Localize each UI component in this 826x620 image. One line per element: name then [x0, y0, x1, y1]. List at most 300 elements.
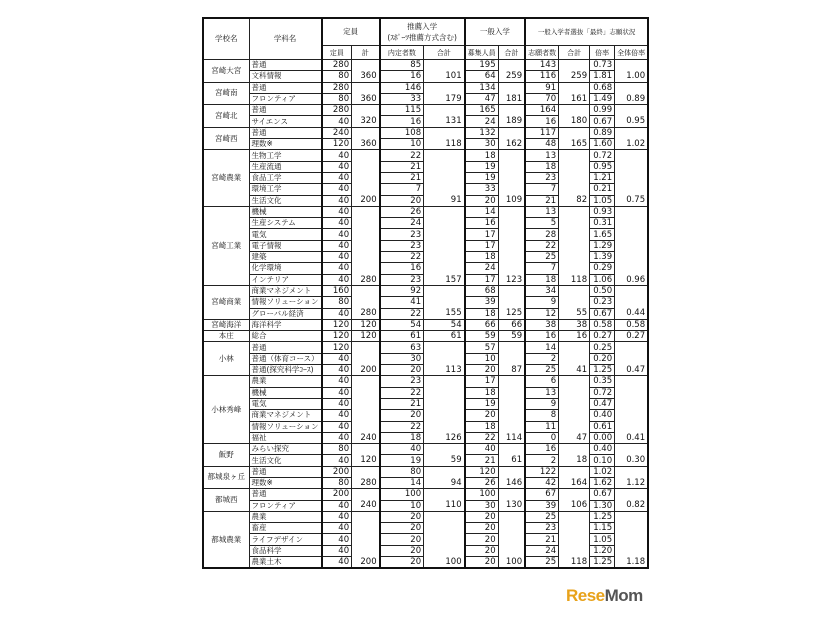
- applicant-count: 16: [525, 331, 559, 342]
- ratio: 0.67: [590, 489, 615, 500]
- logo-text: Mom: [604, 586, 643, 605]
- teiin-total: [352, 218, 380, 229]
- applicant-total: 55: [559, 308, 590, 319]
- table-row: [203, 308, 648, 319]
- ippan-total: [498, 252, 525, 263]
- ippan-total: [498, 218, 525, 229]
- applicant-total: [559, 127, 590, 138]
- boshu-count: 64: [465, 71, 499, 82]
- applicant-count: 164: [525, 105, 559, 116]
- dept-name: 理数※: [249, 477, 322, 488]
- subheader-cell: 志願者数: [525, 46, 559, 60]
- applicant-count: 122: [525, 466, 559, 477]
- naitei-count: 26: [380, 206, 424, 217]
- dept-name: ライフデザイン: [249, 534, 322, 545]
- teiin-total: [352, 82, 380, 93]
- boshu-count: 40: [465, 444, 499, 455]
- dept-name: 農業土木: [249, 557, 322, 569]
- table-row: [203, 365, 648, 376]
- boshu-count: 21: [465, 455, 499, 466]
- teiin: 40: [322, 511, 352, 522]
- teiin-total: [352, 285, 380, 296]
- teiin: 40: [322, 557, 352, 569]
- overall-ratio: 0.27: [615, 331, 649, 342]
- teiin-total: [352, 127, 380, 138]
- table-row: [203, 229, 648, 240]
- teiin-total: [352, 398, 380, 409]
- table-row: [203, 240, 648, 251]
- ratio: 0.61: [590, 421, 615, 432]
- ippan-total: 109: [498, 195, 525, 206]
- school-name: 宮崎商業: [203, 285, 249, 319]
- boshu-count: 18: [465, 387, 499, 398]
- applicant-count: 28: [525, 229, 559, 240]
- applicant-total: [559, 398, 590, 409]
- ratio: 0.68: [590, 82, 615, 93]
- ippan-total: [498, 421, 525, 432]
- naitei-count: 20: [380, 523, 424, 534]
- suisen-total: [424, 489, 465, 500]
- teiin: 40: [322, 150, 352, 161]
- applicant-count: 18: [525, 161, 559, 172]
- teiin: 80: [322, 93, 352, 104]
- teiin-total: 360: [352, 71, 380, 82]
- naitei-count: 100: [380, 489, 424, 500]
- applicant-total: [559, 252, 590, 263]
- overall-ratio: [615, 150, 649, 161]
- boshu-count: 18: [465, 252, 499, 263]
- naitei-count: 23: [380, 274, 424, 285]
- boshu-count: 20: [465, 523, 499, 534]
- overall-ratio: [615, 545, 649, 556]
- applicant-total: [559, 184, 590, 195]
- header-teiin: 定員: [322, 18, 380, 46]
- dept-name: インテリア: [249, 274, 322, 285]
- dept-name: 商業マネジメント: [249, 410, 322, 421]
- table-row: [203, 127, 648, 138]
- overall-ratio: 0.95: [615, 116, 649, 127]
- ratio: 1.49: [590, 93, 615, 104]
- boshu-count: 120: [465, 466, 499, 477]
- naitei-count: 22: [380, 421, 424, 432]
- teiin: 40: [322, 387, 352, 398]
- teiin: 40: [322, 172, 352, 183]
- suisen-total: [424, 161, 465, 172]
- ratio: 0.00: [590, 432, 615, 443]
- suisen-total: [424, 387, 465, 398]
- applicant-total: 18: [559, 455, 590, 466]
- ratio: 0.67: [590, 116, 615, 127]
- overall-ratio: [615, 161, 649, 172]
- dept-name: 普通: [249, 82, 322, 93]
- naitei-count: 14: [380, 477, 424, 488]
- ratio: 0.35: [590, 376, 615, 387]
- boshu-count: 17: [465, 376, 499, 387]
- dept-name: 電子情報: [249, 240, 322, 251]
- ratio: 0.47: [590, 398, 615, 409]
- teiin-total: 280: [352, 308, 380, 319]
- teiin: 40: [322, 353, 352, 364]
- ratio: 1.65: [590, 229, 615, 240]
- applicant-total: 41: [559, 365, 590, 376]
- applicant-count: 9: [525, 398, 559, 409]
- overall-ratio: 1.12: [615, 477, 649, 488]
- ippan-total: 61: [498, 455, 525, 466]
- naitei-count: 108: [380, 127, 424, 138]
- applicant-total: [559, 421, 590, 432]
- naitei-count: 61: [380, 331, 424, 342]
- applicant-total: [559, 172, 590, 183]
- teiin: 120: [322, 139, 352, 150]
- ratio: 0.89: [590, 127, 615, 138]
- teiin-total: 360: [352, 93, 380, 104]
- ippan-total: [498, 297, 525, 308]
- suisen-total: [424, 297, 465, 308]
- subheader-cell: 募集人員: [465, 46, 499, 60]
- ippan-total: [498, 82, 525, 93]
- naitei-count: 22: [380, 150, 424, 161]
- naitei-count: 20: [380, 365, 424, 376]
- school-name: 飯野: [203, 444, 249, 467]
- table-row: [203, 206, 648, 217]
- applicant-total: [559, 240, 590, 251]
- teiin-total: 200: [352, 365, 380, 376]
- applicant-total: [559, 60, 590, 71]
- suisen-total: [424, 398, 465, 409]
- overall-ratio: 0.47: [615, 365, 649, 376]
- teiin: 40: [322, 534, 352, 545]
- table-row: [203, 274, 648, 285]
- teiin: 40: [322, 376, 352, 387]
- ratio: 0.25: [590, 342, 615, 353]
- suisen-total: 100: [424, 557, 465, 569]
- teiin: 40: [322, 184, 352, 195]
- dept-name: 食品工学: [249, 172, 322, 183]
- dept-name: 情報ソリューション: [249, 421, 322, 432]
- table-row: [203, 376, 648, 387]
- ippan-total: [498, 387, 525, 398]
- ratio: 0.29: [590, 263, 615, 274]
- naitei-count: 40: [380, 444, 424, 455]
- resemom-logo: [566, 586, 643, 606]
- naitei-count: 115: [380, 105, 424, 116]
- teiin-total: 120: [352, 455, 380, 466]
- ippan-total: 100: [498, 557, 525, 569]
- table-row: [203, 432, 648, 443]
- suisen-total: [424, 105, 465, 116]
- overall-ratio: [615, 387, 649, 398]
- suisen-total: [424, 82, 465, 93]
- teiin-total: [352, 387, 380, 398]
- ippan-total: 59: [498, 331, 525, 342]
- ippan-total: [498, 534, 525, 545]
- naitei-count: 20: [380, 511, 424, 522]
- ratio: 1.15: [590, 523, 615, 534]
- ippan-total: [498, 263, 525, 274]
- applicant-total: [559, 263, 590, 274]
- suisen-total: [424, 534, 465, 545]
- suisen-total: [424, 240, 465, 251]
- ippan-total: 125: [498, 308, 525, 319]
- table-row: [203, 161, 648, 172]
- ippan-total: [498, 444, 525, 455]
- overall-ratio: [615, 466, 649, 477]
- applicant-total: [559, 342, 590, 353]
- applicant-count: 13: [525, 150, 559, 161]
- boshu-count: 39: [465, 297, 499, 308]
- suisen-total: 59: [424, 455, 465, 466]
- dept-name: 総合: [249, 331, 322, 342]
- ippan-total: [498, 229, 525, 240]
- applicant-total: [559, 161, 590, 172]
- dept-name: 普通: [249, 60, 322, 71]
- dept-name: 生活文化: [249, 195, 322, 206]
- applicant-total: 82: [559, 195, 590, 206]
- table-row: [203, 297, 648, 308]
- table-row: [203, 342, 648, 353]
- naitei-count: 24: [380, 218, 424, 229]
- teiin: 40: [322, 274, 352, 285]
- teiin-total: [352, 410, 380, 421]
- table-row: [203, 466, 648, 477]
- overall-ratio: [615, 421, 649, 432]
- ratio: 1.21: [590, 172, 615, 183]
- naitei-count: 7: [380, 184, 424, 195]
- applicant-total: 38: [559, 319, 590, 330]
- ratio: 0.95: [590, 161, 615, 172]
- overall-ratio: [615, 297, 649, 308]
- naitei-count: 20: [380, 545, 424, 556]
- applicant-total: 118: [559, 274, 590, 285]
- overall-ratio: 1.00: [615, 71, 649, 82]
- boshu-count: 59: [465, 331, 499, 342]
- teiin-total: [352, 150, 380, 161]
- boshu-count: 47: [465, 93, 499, 104]
- applicant-count: 16: [525, 116, 559, 127]
- naitei-count: 21: [380, 161, 424, 172]
- ratio: 0.72: [590, 150, 615, 161]
- table-row: [203, 285, 648, 296]
- suisen-total: 113: [424, 365, 465, 376]
- applicant-count: 8: [525, 410, 559, 421]
- applicant-count: 7: [525, 263, 559, 274]
- header-status: 一般入学者選抜「最終」志願状況: [525, 18, 648, 46]
- overall-ratio: [615, 285, 649, 296]
- suisen-total: [424, 206, 465, 217]
- teiin: 280: [322, 105, 352, 116]
- ratio: 1.06: [590, 274, 615, 285]
- school-name: 都城農業: [203, 511, 249, 568]
- applicant-count: 25: [525, 557, 559, 569]
- teiin-total: 200: [352, 195, 380, 206]
- subheader-cell: 合計: [498, 46, 525, 60]
- ratio: 0.40: [590, 444, 615, 455]
- applicant-total: 161: [559, 93, 590, 104]
- overall-ratio: [615, 127, 649, 138]
- suisen-total: [424, 545, 465, 556]
- applicant-count: 117: [525, 127, 559, 138]
- ratio: 1.25: [590, 557, 615, 569]
- boshu-count: 16: [465, 218, 499, 229]
- applicant-total: [559, 376, 590, 387]
- table-row: [203, 534, 648, 545]
- overall-ratio: 0.89: [615, 93, 649, 104]
- teiin-total: 320: [352, 116, 380, 127]
- suisen-total: 155: [424, 308, 465, 319]
- dept-name: 畜産: [249, 523, 322, 534]
- teiin-total: [352, 353, 380, 364]
- suisen-total: [424, 285, 465, 296]
- ratio: 0.27: [590, 331, 615, 342]
- boshu-count: 20: [465, 365, 499, 376]
- school-name: 都城泉ヶ丘: [203, 466, 249, 489]
- naitei-count: 16: [380, 263, 424, 274]
- overall-ratio: [615, 218, 649, 229]
- teiin: 40: [322, 421, 352, 432]
- ratio: 1.62: [590, 477, 615, 488]
- teiin-total: 120: [352, 319, 380, 330]
- overall-ratio: [615, 252, 649, 263]
- applicant-total: [559, 489, 590, 500]
- school-name: 宮崎大宮: [203, 60, 249, 83]
- dept-name: 普通: [249, 342, 322, 353]
- overall-ratio: [615, 105, 649, 116]
- boshu-count: 20: [465, 557, 499, 569]
- teiin-total: [352, 184, 380, 195]
- overall-ratio: 0.96: [615, 274, 649, 285]
- applicant-count: 42: [525, 477, 559, 488]
- ippan-total: [498, 150, 525, 161]
- teiin: 40: [322, 218, 352, 229]
- overall-ratio: [615, 229, 649, 240]
- ratio: 1.60: [590, 139, 615, 150]
- table-row: [203, 523, 648, 534]
- teiin: 80: [322, 477, 352, 488]
- suisen-total: 126: [424, 432, 465, 443]
- applicant-total: 180: [559, 116, 590, 127]
- ratio: 0.93: [590, 206, 615, 217]
- teiin: 40: [322, 410, 352, 421]
- applicant-total: [559, 545, 590, 556]
- applicant-count: 2: [525, 455, 559, 466]
- dept-name: 普通: [249, 466, 322, 477]
- dept-name: フロンティア: [249, 500, 322, 511]
- subheader-cell: 定員: [322, 46, 352, 60]
- dept-name: 普通(探究科学ｺｰｽ): [249, 365, 322, 376]
- applicant-total: [559, 353, 590, 364]
- applicant-count: 48: [525, 139, 559, 150]
- teiin-total: [352, 206, 380, 217]
- applicant-total: [559, 297, 590, 308]
- boshu-count: 57: [465, 342, 499, 353]
- boshu-count: 20: [465, 410, 499, 421]
- dept-name: 普通: [249, 127, 322, 138]
- dept-name: 文科情報: [249, 71, 322, 82]
- dept-name: 化学環境: [249, 263, 322, 274]
- naitei-count: 92: [380, 285, 424, 296]
- dept-name: 商業マネジメント: [249, 285, 322, 296]
- naitei-count: 19: [380, 455, 424, 466]
- teiin: 80: [322, 297, 352, 308]
- teiin-total: [352, 172, 380, 183]
- applicant-total: [559, 511, 590, 522]
- dept-name: 生産システム: [249, 218, 322, 229]
- applicant-count: 143: [525, 60, 559, 71]
- teiin: 40: [322, 116, 352, 127]
- ratio: 0.72: [590, 387, 615, 398]
- overall-ratio: [615, 184, 649, 195]
- naitei-count: 18: [380, 432, 424, 443]
- applicant-count: 0: [525, 432, 559, 443]
- applicant-count: 70: [525, 93, 559, 104]
- table-row: [203, 139, 648, 150]
- ratio: 1.30: [590, 500, 615, 511]
- teiin-total: [352, 545, 380, 556]
- table-row: [203, 500, 648, 511]
- ippan-total: 66: [498, 319, 525, 330]
- subheader-cell: 内定者数: [380, 46, 424, 60]
- overall-ratio: [615, 263, 649, 274]
- header-school: 学校名: [203, 18, 249, 60]
- logo-text: Rese: [566, 586, 605, 605]
- table-row: [203, 218, 648, 229]
- ippan-total: 114: [498, 432, 525, 443]
- ippan-total: [498, 184, 525, 195]
- applicant-count: 7: [525, 184, 559, 195]
- table-row: [203, 545, 648, 556]
- ratio: 0.10: [590, 455, 615, 466]
- dept-name: みらい探究: [249, 444, 322, 455]
- applicant-count: 13: [525, 387, 559, 398]
- boshu-count: 18: [465, 308, 499, 319]
- overall-ratio: 0.44: [615, 308, 649, 319]
- naitei-count: 146: [380, 82, 424, 93]
- teiin: 80: [322, 444, 352, 455]
- ippan-total: [498, 511, 525, 522]
- dept-name: 電気: [249, 229, 322, 240]
- dept-name: グローバル経済: [249, 308, 322, 319]
- dept-name: 建築: [249, 252, 322, 263]
- applicant-count: 39: [525, 500, 559, 511]
- ippan-total: [498, 489, 525, 500]
- teiin-total: [352, 161, 380, 172]
- boshu-count: 68: [465, 285, 499, 296]
- applicant-count: 11: [525, 421, 559, 432]
- dept-name: 普通: [249, 105, 322, 116]
- header-dept: 学科名: [249, 18, 322, 60]
- suisen-total: [424, 421, 465, 432]
- applicant-total: [559, 466, 590, 477]
- applicant-count: 23: [525, 523, 559, 534]
- ippan-total: [498, 240, 525, 251]
- teiin-total: [352, 444, 380, 455]
- naitei-count: 41: [380, 297, 424, 308]
- teiin-total: [352, 511, 380, 522]
- boshu-count: 24: [465, 263, 499, 274]
- ippan-total: [498, 161, 525, 172]
- table-row: [203, 410, 648, 421]
- boshu-count: 19: [465, 398, 499, 409]
- subheader-cell: 倍率: [590, 46, 615, 60]
- ippan-total: [498, 523, 525, 534]
- table-row: [203, 195, 648, 206]
- ratio: 1.20: [590, 545, 615, 556]
- table-row: [203, 455, 648, 466]
- ratio: 0.21: [590, 184, 615, 195]
- applicant-count: 91: [525, 82, 559, 93]
- suisen-total: 61: [424, 331, 465, 342]
- dept-name: 生物工学: [249, 150, 322, 161]
